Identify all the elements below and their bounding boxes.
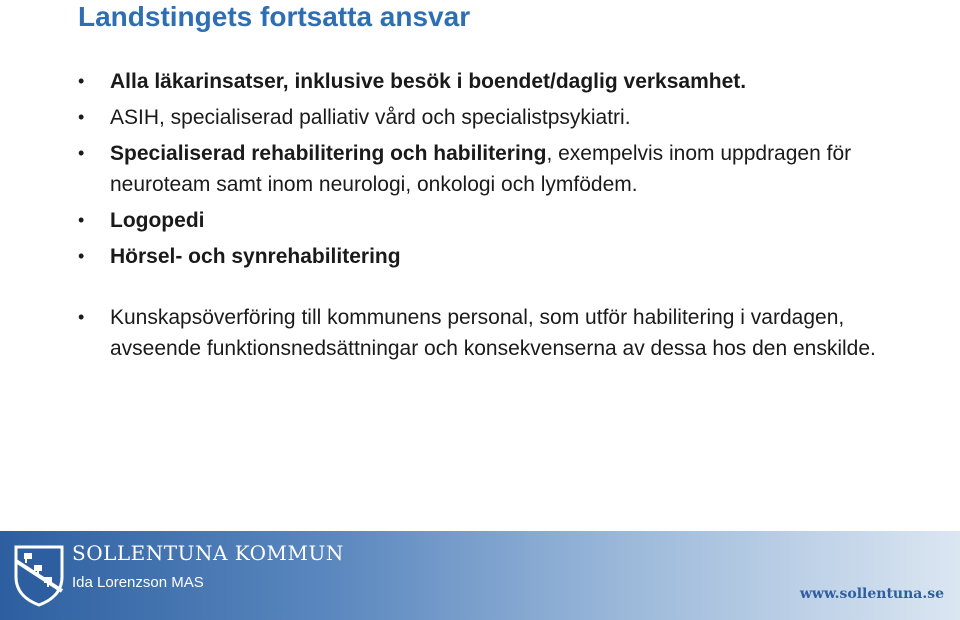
kommun-name: SOLLENTUNA KOMMUN [72,541,344,565]
list-item [78,102,938,133]
bullet-text: ASIH, specialiserad palliativ vård och specialistpsykiatri. [110,106,631,129]
website-link[interactable]: www.sollentuna.se [799,586,944,602]
bullet-dot: • [78,210,85,230]
bullet-dot: • [78,246,85,266]
bullet-list [78,66,938,369]
slide-title: Landstingets fortsatta ansvar [78,1,471,32]
list-item [78,138,938,200]
sollentuna-crest-icon [12,543,66,607]
bullet-bold-text: Logopedi [110,209,205,232]
list-item [78,205,938,236]
bullet-bold-text: Specialiserad rehabilitering och habilitering [110,142,547,165]
list-item [78,66,938,97]
bullet-text: , exempelvis inom uppdragen för neuroteam samt inom neurologi, onkologi och lymfödem. [110,142,852,196]
bullet-bold-text: Alla läkarinsatser, inklusive besök i boendet/daglig verksamhet. [110,70,747,93]
footer-banner [0,531,960,620]
bullet-dot: • [78,71,85,91]
bullet-text: Kunskapsöverföring till kommunens personal, som utför habilitering i vardagen, avseende funktionsnedsättningar och konsekvenserna av dessa hos den enskilde. [110,306,876,360]
presenter-name: Ida Lorenzson MAS [72,574,204,591]
bullet-bold-text: Hörsel- och synrehabilitering [110,245,401,268]
bullet-dot: • [78,107,85,127]
list-item [78,241,938,272]
bullet-dot: • [78,143,85,163]
list-item [78,302,938,364]
bullet-dot: • [78,307,85,327]
